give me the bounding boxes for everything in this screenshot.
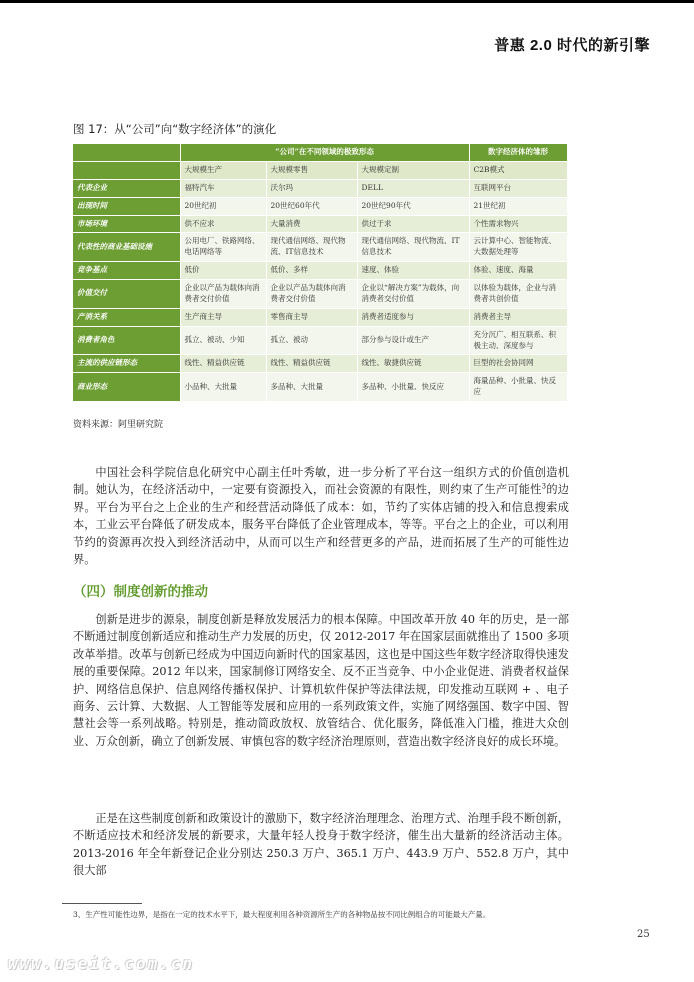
table-cell: 个性需求物兴 [469, 215, 567, 233]
table-cell: 大量消费 [266, 215, 357, 233]
table-cell: 20世纪60年代 [266, 197, 357, 215]
table-cell: DELL [357, 179, 469, 197]
table-cell: 孤立、被动、少知 [180, 326, 266, 355]
table-cell: 20世纪初 [180, 197, 266, 215]
watermark: www.useit.com.cn [8, 954, 195, 973]
row-label: 市场环境 [73, 215, 180, 233]
table-cell: 低价、多样 [266, 262, 357, 280]
row-label: 价值交付 [73, 280, 180, 309]
figure-caption: 图 17：从“公司”向“数字经济体”的演化 [73, 122, 277, 136]
table-cell: 现代通信网络、现代物流、IT信息技术 [357, 233, 469, 262]
paragraph-text: 的边界。平台为平台之上企业的生产和经营活动降低了成本：如，节约了实体店铺的投入和信息搜索成本，工业云平台降低了研发成本，服务平台降低了企业管理成本，等等。平台之上的企业，可以利用节约的资源再次投入到经济活动中，从而可以生产和经营更多的产品，进而拓展了生产的可能性边界。 [73, 483, 569, 567]
table-cell: 生产商主导 [180, 308, 266, 326]
table-row [73, 215, 567, 233]
table-cell: 多品种、大批量 [266, 373, 357, 402]
footnote-ref[interactable]: 3 [541, 482, 547, 491]
table-cell: 零售商主导 [266, 308, 357, 326]
figure-source: 资料来源：阿里研究院 [73, 420, 164, 430]
row-label: 代表企业 [73, 179, 180, 197]
row-label: 商业形态 [73, 373, 180, 402]
paragraph-text: 中国社会科学院信息化研究中心副主任叶秀敏，进一步分析了平台这一组织方式的价值创造机制。她认为，在经济活动中，一定要有资源投入，而社会资源的有限性，则约束了生产可能性 [73, 466, 569, 497]
table-cell: 消费者适度参与 [357, 308, 469, 326]
subheader-cell: 大规模生产 [180, 161, 266, 179]
table-cell: 速度、体验 [357, 262, 469, 280]
footnote-divider [62, 903, 142, 904]
table-cell: 线性、精益供应链 [266, 355, 357, 373]
footnote: 3、生产性可能性边界，是指在一定的技术水平下，最大程度利用各种资源所生产的各种物品按不同比例组合的可能最大产量。 [73, 910, 491, 919]
table-row [73, 326, 567, 355]
table-cell: 线性、精益供应链 [180, 355, 266, 373]
table-cell: 福特汽车 [180, 179, 266, 197]
subheader-cell: 大规模零售 [266, 161, 357, 179]
body-paragraph: 创新是进步的源泉，制度创新是释放发展活力的根本保障。中国改革开放 40 年的历史，是一部不断通过制度创新适应和推动生产力发展的历史，仅 2012-2017 年在国家层面就推出了 1500 多项改革举措。改革与创新已经成为中国迈向新时代的国家基因，这也是中国这些年数字经济取得快速发展的重要保障。2012 年以来，国家制修订网络安全、反不正当竞争、中小企业促进、消费者权益保护、网络信息保护、信息网络传播权保护、计算机软件保护等法律法规，印发推动互联网 + 、电子商务、云计算、大数据、人工智能等发展和应用的一系列政策文件，实施了网络强国、数字中国、智慧社会等一系列战略。特别是，推动简政放权、放管结合、优化服务，降低准入门槛，推进大众创业、万众创新，确立了创新发展、审慎包容的数字经济治理原则，营造出数字经济良好的成长环境。 [73, 613, 569, 748]
table-cell: 孤立、被动 [266, 326, 357, 355]
row-label: 消费者角色 [73, 326, 180, 355]
evolution-table [73, 144, 568, 402]
table-cell: 供过于求 [357, 215, 469, 233]
row-label: 出现时间 [73, 197, 180, 215]
table-row [73, 197, 567, 215]
table-cell: 体验、速度、海量 [469, 262, 567, 280]
body-paragraph: 正是在这些制度创新和政策设计的激励下，数字经济治理理念、治理方式、治理手段不断创新，不断适应技术和经济发展的新要求，大量年轻人投身于数字经济，催生出大量新的经济活动主体。2013-2016 年全年新登记企业分别达 250.3 万户、365.1 万户、443.9 万户、552.8 万户，其中很大部 [73, 812, 569, 878]
table-cell: 供不应求 [180, 215, 266, 233]
table-cell: 沃尔玛 [266, 179, 357, 197]
row-label: 竞争基点 [73, 262, 180, 280]
table-cell: 巨型的社会协同网 [469, 355, 567, 373]
table-row [73, 262, 567, 280]
table-row [73, 373, 567, 402]
table-cell: 现代通信网络、现代物流、IT信息技术 [266, 233, 357, 262]
table-row [73, 233, 567, 262]
table-corner-cell [73, 161, 180, 179]
table-cell: 20世纪90年代 [357, 197, 469, 215]
table-row [73, 355, 567, 373]
table-cell: 小品种、大批量 [180, 373, 266, 402]
table-cell: 云计算中心、智能物流、大数据处理等 [469, 233, 567, 262]
table-cell: 部分参与设计或生产 [357, 326, 469, 355]
table-cell: 企业以产品为载体向消费者交付价值 [180, 280, 266, 309]
table-cell: 21世纪初 [469, 197, 567, 215]
table-row [73, 308, 567, 326]
group-header-company: “公司”在不同领域的极致形态 [180, 144, 469, 161]
table-cell: 以体验为载体，企业与消费者共创价值 [469, 280, 567, 309]
table-cell: 消费者主导 [469, 308, 567, 326]
table-row [73, 179, 567, 197]
table-cell: 互联网平台 [469, 179, 567, 197]
body-paragraph [73, 464, 569, 568]
table-cell: 海量品种、小批量、快反应 [469, 373, 567, 402]
group-header-digital: 数字经济体的雏形 [469, 144, 567, 161]
row-label: 产消关系 [73, 308, 180, 326]
row-label: 主流的供应链形态 [73, 355, 180, 373]
section-heading: （四）制度创新的推动 [73, 584, 208, 599]
page-number: 25 [637, 929, 650, 940]
table-cell: 企业以产品为载体向消费者交付价值 [266, 280, 357, 309]
table-subheader-row [73, 161, 567, 179]
table-cell: 充分沉广、相互联系、积极主动、深度参与 [469, 326, 567, 355]
table-cell: 公用电厂、铁路网络、电话网络等 [180, 233, 266, 262]
table-cell: 多品种、小批量、快反应 [357, 373, 469, 402]
table-group-header-row [73, 144, 567, 161]
row-label: 代表性的商业基础设施 [73, 233, 180, 262]
table-cell: 企业以“解决方案”为载体，向消费者交付价值 [357, 280, 469, 309]
table-cell: 线性、敏捷供应链 [357, 355, 469, 373]
table-corner-cell [73, 144, 180, 161]
table-cell: 低价 [180, 262, 266, 280]
subheader-cell: 大规模定制 [357, 161, 469, 179]
subheader-cell: C2B模式 [469, 161, 567, 179]
header-rule [0, 0, 694, 3]
table-row [73, 280, 567, 309]
report-title: 普惠 2.0 时代的新引擎 [494, 37, 650, 54]
